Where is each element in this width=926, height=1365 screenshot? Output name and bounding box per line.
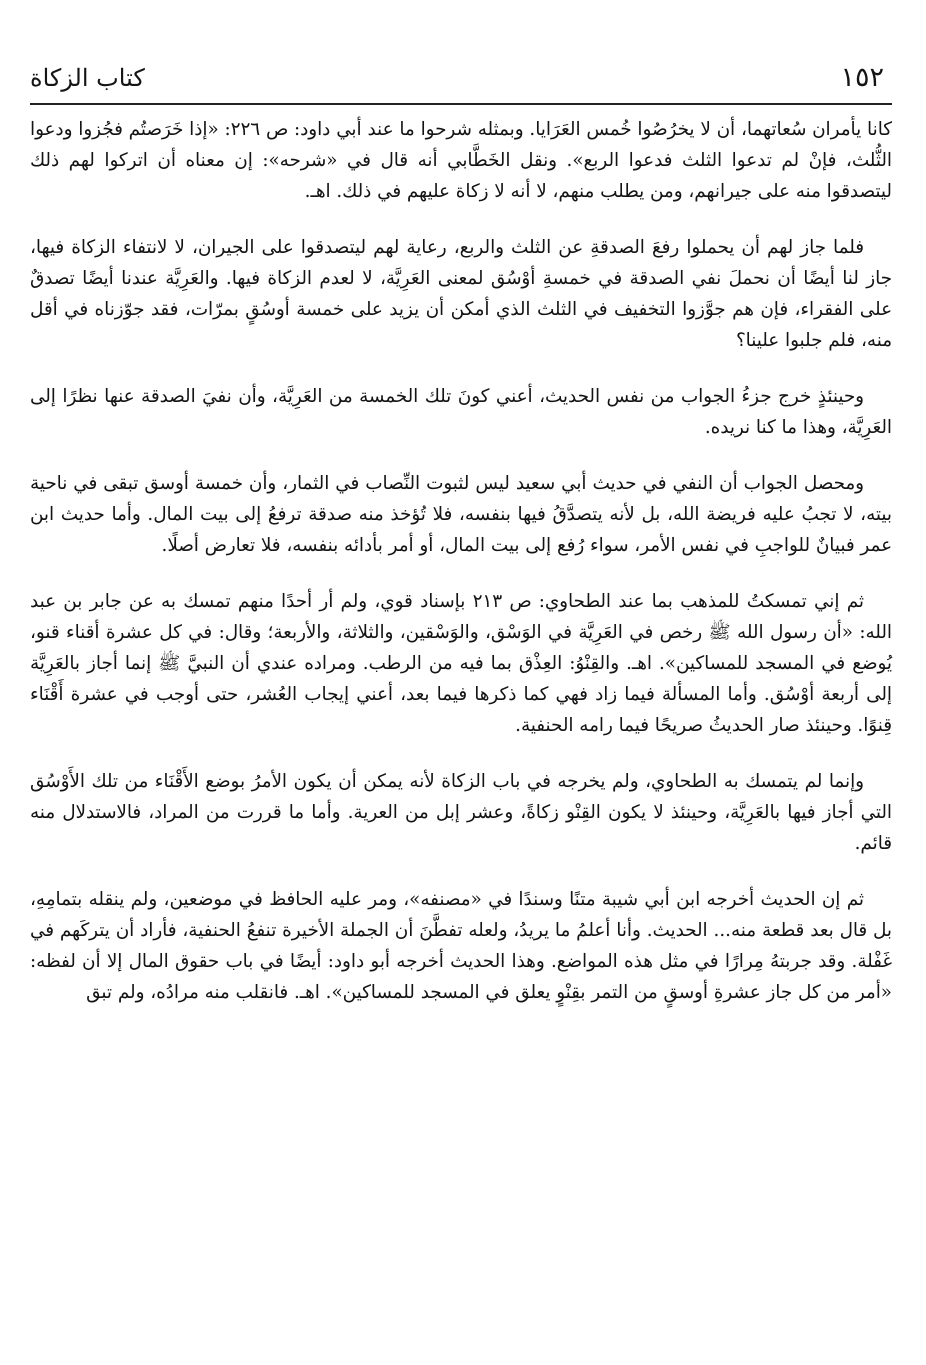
book-page: [30, 0, 892, 1365]
paragraph-continuation: كانا يأمران سُعاتهما، أن لا يخرُصُوا خُمس العَرَايا. وبمثله شرحوا ما عند أبي داود: ص ٢٢٦: «إذا خَرَصتُم فجُزوا ودعوا الثُّلث، فإنْ لم تدعوا الثلث فدعوا الربع». ونقل الخَطَّابي أنه قال في «شرحه»: إن معناه أن اتركوا لهم ذلك ليتصدقوا منه على جيرانهم، ومن يطلب منهم، لا أنه لا زكاة عليهم في ذلك. اهـ.: [30, 119, 892, 202]
paragraph: ومحصل الجواب أن النفي في حديث أبي سعيد ليس لثبوت النِّصاب في الثمار، وأن خمسة أوسق تبقى في ناحية بيته، لا تجبُ عليه فريضة الله، بل لأنه يتصدَّقُ فيها بنفسه، فلا تُؤخذ منه صدقة ترفعُ إلى بيت المال. وأما حديث ابن عمر فبيانٌ للواجبِ في نفس الأمر، سواء رُفع إلى بيت المال، أو أمر بأدائه بنفسه، فلا تعارض أصلًا.: [30, 473, 892, 556]
paragraph: ثم إن الحديث أخرجه ابن أبي شيبة متنًا وسندًا في «مصنفه»، ومر عليه الحافظ في موضعين، ولم ينقله بتمامِهِ، بل قال بعد قطعة منه... الحديث. وأنا أعلمُ ما يريدُ، ولعله تفطَّنَ أن الجملة الأخيرة تنفعُ الحنفية، فأراد أن يتركَهم في غَفْلة. وقد جربتهُ مِرارًا في مثل هذه المواضع. وهذا الحديث أخرجه أبو داود: أيضًا في باب حقوق المال إلا أن لفظه: «أمر من كل جاز عشرةِ أوسقٍ من التمر بقِنْوٍ يعلق في المسجد للمساكين». اهـ. فانقلب منه مرادُه، ولم تبق: [30, 889, 892, 1003]
page-header: [30, 58, 892, 98]
paragraph: فلما جاز لهم أن يحملوا رفعَ الصدقةِ عن الثلث والربع، رعاية لهم ليتصدقوا على الجيران، لا لانتفاء الزكاة فيها، جاز لنا أيضًا أن نحملَ نفي الصدقة في خمسةِ أوْسُق لمعنى العَرِيَّة، لا لعدم الزكاة فيها. والعَرِيَّة عندنا أيضًا تصدقٌ على الفقراء، فإن هم جوَّزوا التخفيف في الثلث الذي أمكن أن يزيد على خمسة أوسُقٍ بمرّات، فقد جوّزناه في أقل منه، فلم جلبوا علينا؟: [30, 237, 892, 351]
body-text: [30, 114, 892, 1008]
paragraph: وحينئذٍ خرج جزءُ الجواب من نفس الحديث، أعني كونَ تلك الخمسة من العَرِيَّة، وأن نفيَ الصدقة عنها نظرًا إلى العَرِيَّة، وهذا ما كنا نريده.: [30, 386, 892, 438]
running-title: كتاب الزكاة: [30, 64, 145, 92]
paragraph: وإنما لم يتمسك به الطحاوي، ولم يخرجه في باب الزكاة لأنه يمكن أن يكون الأمرُ بوضع الأَقْنَاء من تلك الأَوْسُق التي أجاز فيها بالعَرِيَّة، وحينئذ لا يكون القِنْو زكاةً، وعشر إبل من العرية. وأما ما قررت من المراد، فالاستدلال منه قائم.: [30, 771, 892, 854]
paragraph: ثم إني تمسكتُ للمذهب بما عند الطحاوي: ص ٢١٣ بإسناد قوي، ولم أر أحدًا منهم تمسك به عن جابر بن عبد الله: «أن رسول الله ﷺ رخص في العَرِيَّة في الوَسْق، والوَسْقين، والثلاثة، والأربعة؛ وقال: في كل عشرة أقناء قنو، يُوضع في المسجد للمساكين». اهـ. والقِنْوُ: العِذْق بما فيه من الرطب. ومراده عندي أن النبيَّ ﷺ إنما أجاز بالعَرِيَّة إلى أربعة أوْسُق. وأما المسألة فيما زاد فهي كما ذكرها فيما بعد، أعني إيجاب العُشر، حتى أوجب في عشرة أَقْنَاء قِنوًا. وحينئذ صار الحديثُ صريحًا فيما رامه الحنفية.: [30, 591, 892, 736]
header-rule: [30, 103, 892, 105]
page-number: ١٥٢: [840, 62, 884, 93]
